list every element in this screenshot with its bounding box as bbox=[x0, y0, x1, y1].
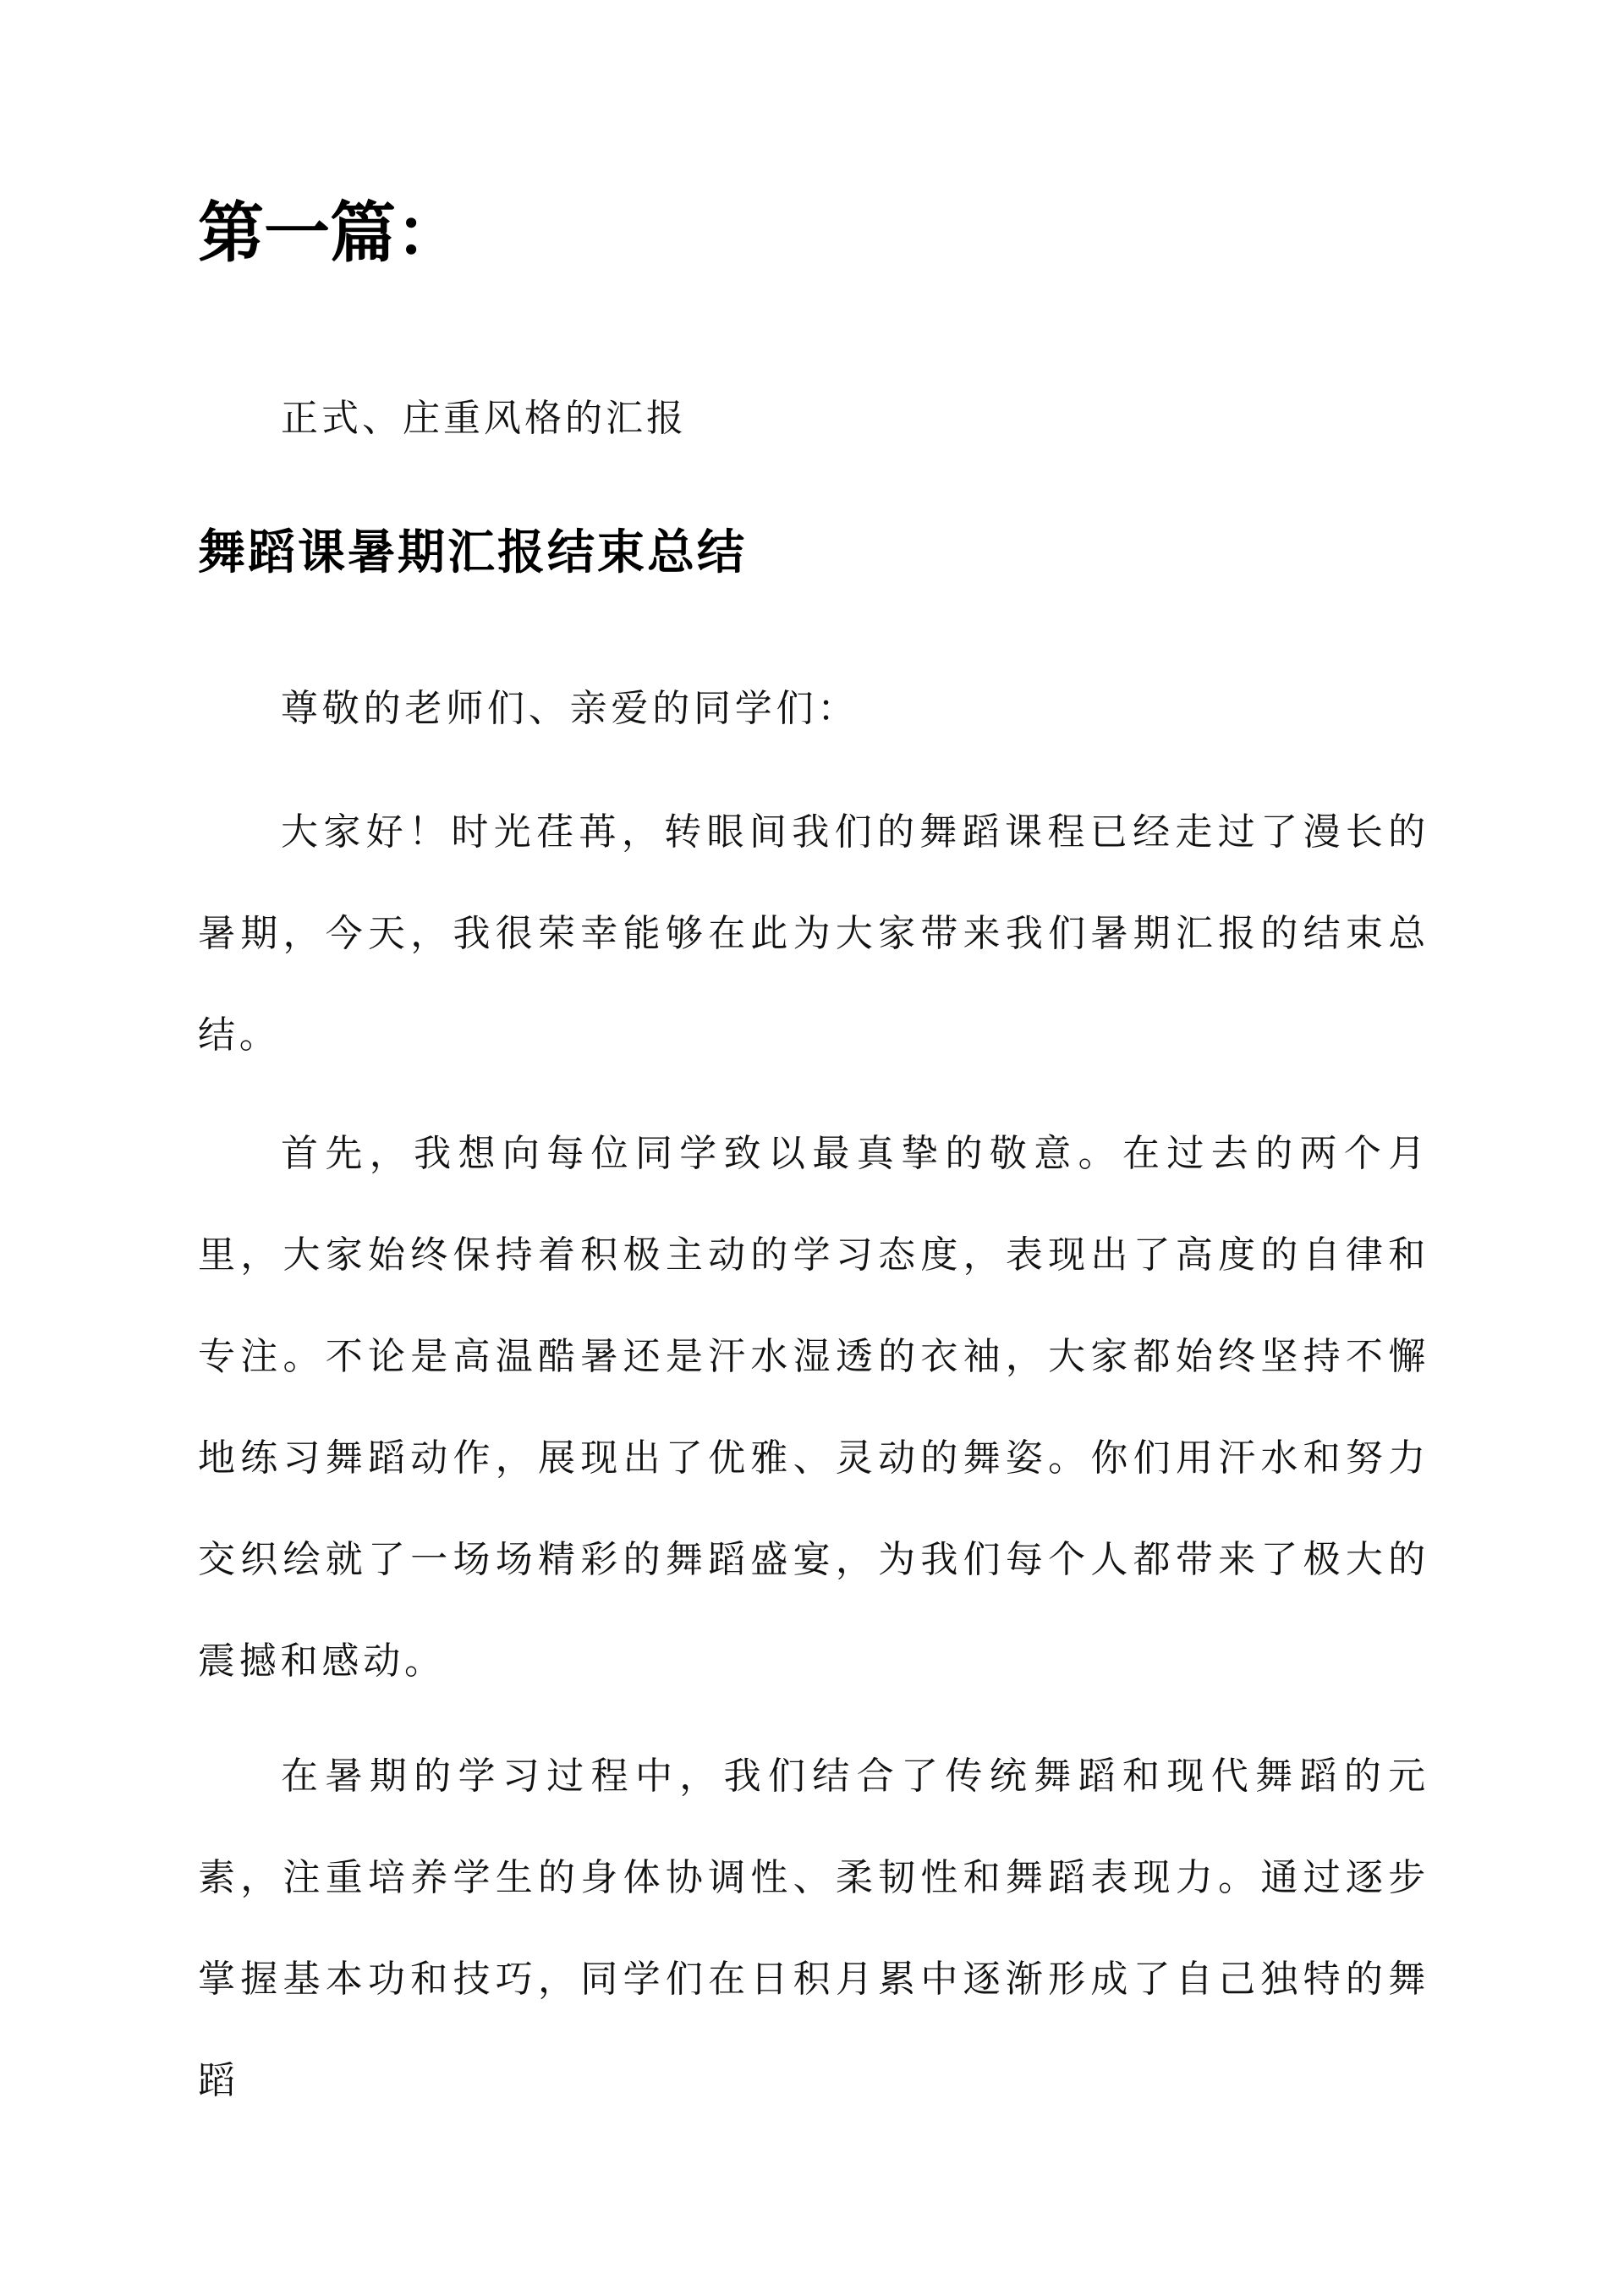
body-paragraph: 大家好！时光荏苒，转眼间我们的舞蹈课程已经走过了漫长的暑期，今天，我很荣幸能够在此为大家带来我们暑期汇报的结束总结。 bbox=[198, 810, 1429, 1057]
chapter-title: 第一篇： bbox=[198, 195, 463, 272]
greeting-line: 尊敬的老师们、亲爱的同学们： bbox=[281, 687, 859, 730]
style-note: 正式、庄重风格的汇报 bbox=[281, 397, 687, 440]
body-paragraph: 在暑期的学习过程中，我们结合了传统舞蹈和现代舞蹈的元素，注重培养学生的身体协调性、柔韧性和舞蹈表现力。通过逐步掌握基本功和技巧，同学们在日积月累中逐渐形成了自己独特的舞蹈 bbox=[198, 1755, 1429, 2102]
body-paragraph: 首先，我想向每位同学致以最真挚的敬意。在过去的两个月里，大家始终保持着积极主动的学习态度，表现出了高度的自律和专注。不论是高温酷暑还是汗水湿透的衣袖，大家都始终坚持不懈地练习舞蹈动作，展现出了优雅、灵动的舞姿。你们用汗水和努力交织绘就了一场场精彩的舞蹈盛宴，为我们每个人都带来了极大的震撼和感动。 bbox=[198, 1132, 1429, 1683]
section-heading: 舞蹈课暑期汇报结束总结 bbox=[198, 525, 747, 580]
